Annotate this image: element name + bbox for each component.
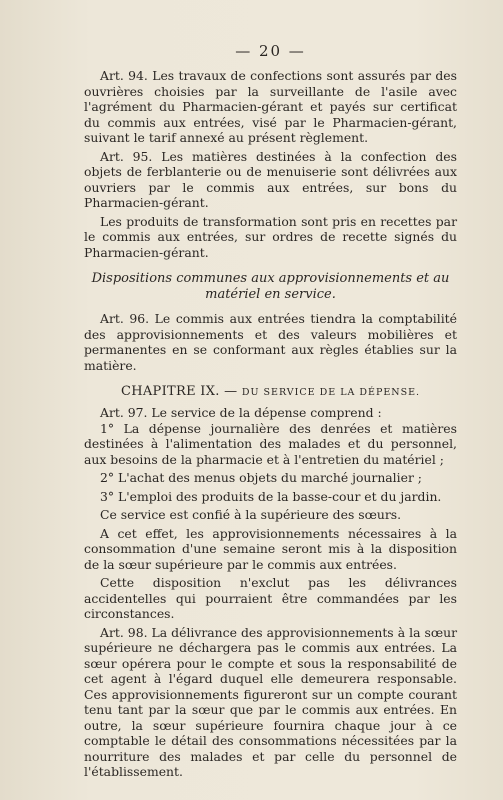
list-item-2: 2° L'achat des menus objets du marché journalier ; (100, 470, 422, 485)
article-97: Art. 97. Le service de la dépense comprend : (100, 405, 382, 420)
paragraph-disposition: Cette disposition n'exclut pas les délivrances accidentelles qui pourraient être commandées par les circonstances. (84, 575, 457, 621)
list-item-1: 1° La dépense journalière des denrées et matières destinées à l'alimentation des malades et du personnel, aux besoins de la pharmacie et à l'entretien du matériel ; (84, 420, 457, 467)
page-number: — 20 — (235, 42, 306, 60)
chapter-subtitle: DU SERVICE DE LA DÉPENSE. (241, 387, 421, 398)
chapter-title: CHAPITRE IX. — (120, 384, 238, 399)
list-item-3: 3° L'emploi des produits de la basse-cour et du jardin. (100, 488, 442, 504)
article-95-continued: Les produits de transformation sont pris en recettes par le commis aux entrées, sur ordres de recette signés du Pharmacien-gérant. (84, 213, 457, 260)
chapter-heading (84, 384, 457, 399)
paragraph-effet: A cet effet, les approvisionnements nécessaires à la consommation d'une semaine seront mis à la disposition de la sœur supérieure par le commis aux entrées. (84, 525, 457, 572)
section-heading: Dispositions communes aux approvisionnements et au matériel en service. (91, 271, 450, 302)
paragraph-service: Ce service est confié à la supérieure des sœurs. (100, 507, 402, 522)
article-94: Art. 94. Les travaux de confections sont assurés par des ouvrières choisies par la surveillante de l'asile avec l'agrément du Pharmacien-gérant et payés sur certificat du commis aux entrées, visé par le Pharmacien-gérant, suivant le tarif annexé au présent règlement. (84, 68, 457, 145)
article-96: Art. 96. Le commis aux entrées tiendra la comptabilité des approvisionnements et des valeurs mobilières et permanentes en se conformant aux règles établies sur la matière. (84, 311, 457, 373)
article-98: Art. 98. La délivrance des approvisionnements à la sœur supérieure ne déchargera pas le commis aux entrées. La sœur opérera pour le compte et sous la responsabilité de cet agent à l'égard duquel elle demeurera responsable. Ces approvisionnements figureront sur un compte courant tenu tant par la sœur que par le commis aux entrées. En outre, la sœur supérieure fournira chaque jour à ce comptable le détail des consommations nécessitées par la nourriture des malades et par celle du personnel de l'établissement. (84, 624, 457, 779)
article-95: Art. 95. Les matières destinées à la confection des objets de ferblanterie ou de menuiserie sont délivrées aux ouvriers par le commis aux entrées, sur bons du Pharmacien-gérant. (84, 148, 457, 210)
